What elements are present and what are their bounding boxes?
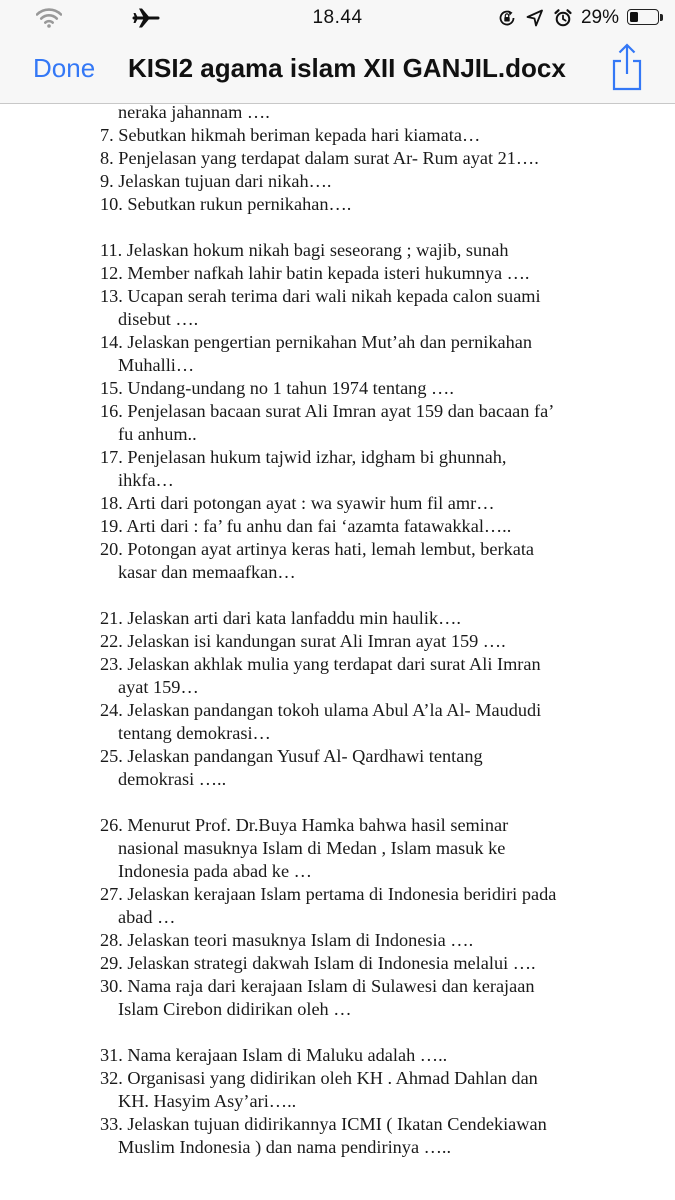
question-text: 31. Nama kerajaan Islam di Maluku adalah ….. bbox=[100, 1045, 448, 1065]
battery-percent: 29% bbox=[580, 7, 619, 28]
question-text: 10. Sebutkan rukun pernikahan…. bbox=[100, 194, 352, 214]
share-icon[interactable] bbox=[609, 42, 645, 92]
question-text: 33. Jelaskan tujuan didirikannya ICMI ( Ikatan Cendekiawan bbox=[100, 1114, 547, 1134]
question-item bbox=[100, 239, 600, 262]
question-text-continued: disebut …. bbox=[118, 309, 199, 329]
question-item bbox=[100, 193, 600, 216]
question-text-continued: KH. Hasyim Asy’ari….. bbox=[118, 1091, 297, 1111]
question-text: 32. Organisasi yang didirikan oleh KH . Ahmad Dahlan dan bbox=[100, 1068, 538, 1088]
question-text-continued: kasar dan memaafkan… bbox=[118, 562, 296, 582]
navigation-bar bbox=[0, 40, 675, 100]
question-item bbox=[100, 446, 600, 492]
question-item bbox=[100, 377, 600, 400]
question-item bbox=[100, 538, 600, 584]
question-item bbox=[100, 147, 600, 170]
battery-icon bbox=[627, 9, 663, 27]
question-text-continued: Muslim Indonesia ) dan nama pendirinya ….. bbox=[118, 1137, 452, 1157]
question-text: 24. Jelaskan pandangan tokoh ulama Abul A’la Al- Maududi bbox=[100, 700, 542, 720]
top-bar bbox=[0, 0, 675, 104]
location-arrow-icon bbox=[525, 8, 545, 28]
question-item bbox=[100, 492, 600, 515]
question-text: 11. Jelaskan hokum nikah bagi seseorang ; wajib, sunah bbox=[100, 240, 509, 260]
question-text-continued: fu anhum.. bbox=[118, 424, 197, 444]
question-item bbox=[100, 1067, 600, 1113]
question-text-continued: nasional masuknya Islam di Medan , Islam masuk ke bbox=[118, 838, 506, 858]
question-text-continued: ihkfa… bbox=[118, 470, 174, 490]
question-text: 21. Jelaskan arti dari kata lanfaddu min haulik…. bbox=[100, 608, 461, 628]
question-text: 25. Jelaskan pandangan Yusuf Al- Qardhawi tentang bbox=[100, 746, 483, 766]
document-body[interactable] bbox=[0, 104, 675, 1200]
question-text: 8. Penjelasan yang terdapat dalam surat Ar- Rum ayat 21…. bbox=[100, 148, 539, 168]
question-text: 17. Penjelasan hukum tajwid izhar, idgham bi ghunnah, bbox=[100, 447, 507, 467]
question-item bbox=[100, 1044, 600, 1067]
question-item bbox=[100, 883, 600, 929]
question-text: 18. Arti dari potongan ayat : wa syawir hum fil amr… bbox=[100, 493, 495, 513]
question-text: 12. Member nafkah lahir batin kepada isteri hukumnya …. bbox=[100, 263, 530, 283]
question-item bbox=[100, 814, 600, 883]
question-text: 29. Jelaskan strategi dakwah Islam di Indonesia melalui …. bbox=[100, 953, 536, 973]
question-text: 19. Arti dari : fa’ fu anhu dan fai ‘azamta fatawakkal….. bbox=[100, 516, 512, 536]
question-item bbox=[100, 975, 600, 1021]
battery-level bbox=[630, 12, 638, 22]
question-item bbox=[100, 124, 600, 147]
question-text-continued: tentang demokrasi… bbox=[118, 723, 271, 743]
question-item bbox=[100, 331, 600, 377]
done-button[interactable]: Done bbox=[33, 53, 96, 83]
question-text: 30. Nama raja dari kerajaan Islam di Sulawesi dan kerajaan bbox=[100, 976, 535, 996]
status-time: 18.44 bbox=[312, 7, 363, 28]
rotation-lock-icon bbox=[497, 8, 517, 28]
status-bar bbox=[0, 0, 675, 36]
question-item bbox=[100, 515, 600, 538]
question-text: 26. Menurut Prof. Dr.Buya Hamka bahwa hasil seminar bbox=[100, 815, 509, 835]
question-item bbox=[100, 653, 600, 699]
question-text: 27. Jelaskan kerajaan Islam pertama di Indonesia beridiri pada bbox=[100, 884, 557, 904]
question-text-continued: Muhalli… bbox=[118, 355, 195, 375]
question-item bbox=[100, 285, 600, 331]
question-text: 13. Ucapan serah terima dari wali nikah kepada calon suami bbox=[100, 286, 541, 306]
question-text: 9. Jelaskan tujuan dari nikah…. bbox=[100, 171, 332, 191]
question-text: 20. Potongan ayat artinya keras hati, lemah lembut, berkata bbox=[100, 539, 535, 559]
question-text-continued: Islam Cirebon didirikan oleh … bbox=[118, 999, 352, 1019]
status-right-icons bbox=[497, 6, 663, 30]
question-text: 7. Sebutkan hikmah beriman kepada hari kiamata… bbox=[100, 125, 481, 145]
question-text: 14. Jelaskan pengertian pernikahan Mut’ah dan pernikahan bbox=[100, 332, 532, 352]
question-item bbox=[118, 104, 618, 124]
question-text: 15. Undang-undang no 1 tahun 1974 tentang …. bbox=[100, 378, 454, 398]
question-text: 16. Penjelasan bacaan surat Ali Imran ayat 159 dan bacaan fa’ bbox=[100, 401, 555, 421]
question-item bbox=[100, 699, 600, 745]
question-text: 23. Jelaskan akhlak mulia yang terdapat dari surat Ali Imran bbox=[100, 654, 541, 674]
question-text-continued: abad … bbox=[118, 907, 176, 927]
question-text: neraka jahannam …. bbox=[118, 104, 270, 122]
question-item bbox=[100, 630, 600, 653]
question-item bbox=[100, 607, 600, 630]
question-item bbox=[100, 170, 600, 193]
question-item bbox=[100, 952, 600, 975]
question-item bbox=[100, 745, 600, 791]
document-title: KISI2 agama islam XII GANJIL.docx bbox=[128, 53, 566, 83]
question-item bbox=[100, 400, 600, 446]
question-item bbox=[100, 1113, 600, 1159]
question-text: 28. Jelaskan teori masuknya Islam di Indonesia …. bbox=[100, 930, 474, 950]
alarm-icon bbox=[553, 8, 573, 28]
question-item bbox=[100, 262, 600, 285]
question-text-continued: Indonesia pada abad ke … bbox=[118, 861, 312, 881]
question-text-continued: demokrasi ….. bbox=[118, 769, 227, 789]
question-text-continued: ayat 159… bbox=[118, 677, 199, 697]
question-item bbox=[100, 929, 600, 952]
question-text: 22. Jelaskan isi kandungan surat Ali Imran ayat 159 …. bbox=[100, 631, 506, 651]
